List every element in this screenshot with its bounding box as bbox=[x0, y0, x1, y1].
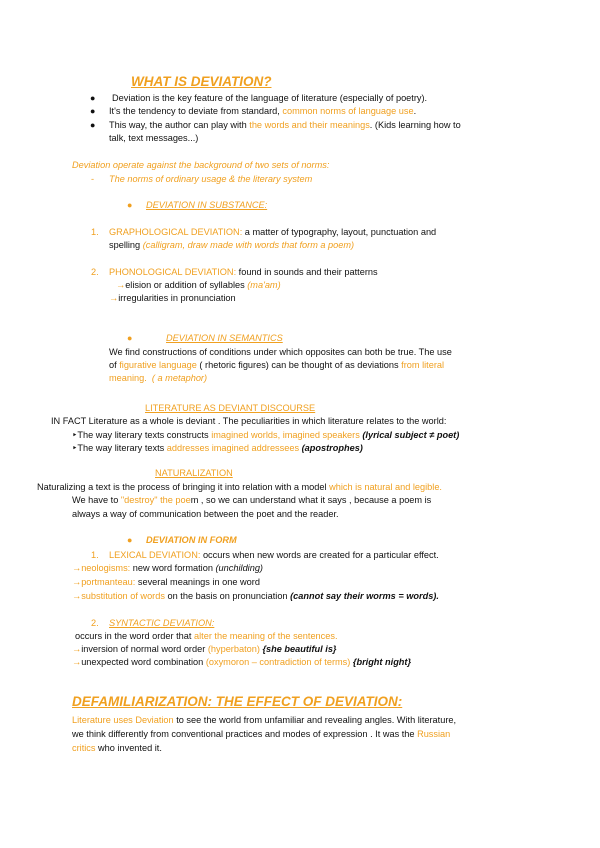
arrow-icon: → bbox=[116, 280, 126, 290]
phonological-item: PHONOLOGICAL DEVIATION: found in sounds and their patterns bbox=[109, 267, 378, 277]
neologisms-item: →neologisms: new word formation (unchilding) bbox=[72, 563, 263, 573]
arrow-icon: → bbox=[72, 577, 82, 587]
defam-line-3: critics who invented it. bbox=[72, 743, 162, 753]
list-number: 1. bbox=[91, 550, 99, 560]
defam-line-2: we think differently from conventional practices and modes of expression . It was the Russian bbox=[72, 729, 451, 739]
discourse-heading: LITERATURE AS DEVIANT DISCOURSE bbox=[145, 403, 316, 413]
syntactic-heading: SYNTACTIC DEVIATION: bbox=[109, 618, 215, 628]
semantics-line-2: of figurative language ( rhetoric figures) can be thought of as deviations from literal bbox=[109, 360, 445, 370]
list-number: 2. bbox=[91, 618, 99, 628]
portmanteau-item: →portmanteau: several meanings in one word bbox=[72, 577, 260, 587]
unexpected-combination-item: →unexpected word combination (oxymoron – contradiction of terms) {bright night} bbox=[72, 657, 412, 667]
discourse-line-3: ‣The way literary texts addresses imagined addressees (apostrophes) bbox=[72, 443, 363, 453]
semantics-heading: DEVIATION IN SEMANTICS bbox=[166, 333, 283, 343]
bullet-icon: ● bbox=[127, 333, 133, 343]
triangle-bullet-icon: ‣ bbox=[72, 430, 78, 440]
defamiliarization-title: DEFAMILIARIZATION: THE EFFECT OF DEVIATION: bbox=[72, 694, 403, 709]
arrow-icon: → bbox=[72, 657, 82, 667]
list-number: 1. bbox=[91, 227, 99, 237]
naturalization-line-3: always a way of communication between the poet and the reader. bbox=[72, 509, 339, 519]
arrow-icon: → bbox=[72, 644, 82, 654]
page-title: WHAT IS DEVIATION? bbox=[131, 74, 272, 89]
semantics-line-3: meaning. ( a metaphor) bbox=[109, 373, 208, 383]
bullet-icon: ● bbox=[90, 106, 96, 116]
syntactic-line: occurs in the word order that alter the meaning of the sentences. bbox=[75, 631, 338, 641]
graphological-item-cont: spelling (calligram, draw made with words that form a poem) bbox=[109, 240, 355, 250]
phonological-sub-2: →irregularities in pronunciation bbox=[109, 293, 236, 303]
bullet-icon: ● bbox=[127, 200, 133, 210]
arrow-icon: → bbox=[109, 293, 119, 303]
arrow-icon: → bbox=[72, 563, 82, 573]
defam-line-1: Literature uses Deviation to see the world from unfamiliar and revealing angles. With literature, bbox=[72, 715, 457, 725]
arrow-icon: → bbox=[72, 591, 82, 601]
graphological-item: GRAPHOLOGICAL DEVIATION: a matter of typography, layout, punctuation and bbox=[109, 227, 437, 237]
list-number: 2. bbox=[91, 267, 99, 277]
form-heading: DEVIATION IN FORM bbox=[146, 535, 237, 545]
intro-bullet-3: This way, the author can play with the words and their meanings. (Kids learning how to bbox=[109, 120, 461, 130]
intro-bullet-2: It's the tendency to deviate from standard, common norms of language use. bbox=[109, 106, 417, 116]
intro-bullet-1: Deviation is the key feature of the language of literature (especially of poetry). bbox=[112, 93, 428, 103]
semantics-line-1: We find constructions of conditions under which opposites can both be true. The use bbox=[109, 347, 452, 357]
phonological-sub-1: →elision or addition of syllables (ma'am) bbox=[116, 280, 281, 290]
bullet-icon: ● bbox=[127, 535, 133, 545]
naturalization-line-2: We have to "destroy" the poem , so we can understand what it says , because a poem is bbox=[72, 495, 432, 505]
bullet-icon: ● bbox=[90, 93, 96, 103]
triangle-bullet-icon: ‣ bbox=[72, 443, 78, 453]
inversion-item: →inversion of normal word order (hyperbaton) {she beautiful is} bbox=[72, 644, 337, 654]
substance-heading: DEVIATION IN SUBSTANCE: bbox=[146, 200, 268, 210]
bullet-icon: ● bbox=[90, 120, 96, 130]
naturalization-line-1: Naturalizing a text is the process of bringing it into relation with a model which is natural and legible. bbox=[37, 482, 442, 492]
discourse-line-2: ‣The way literary texts constructs imagined worlds, imagined speakers (lyrical subject ≠ poet) bbox=[72, 430, 460, 440]
norms-list-item: The norms of ordinary usage & the literary system bbox=[109, 174, 313, 184]
naturalization-heading: NATURALIZATION bbox=[155, 468, 233, 478]
intro-bullet-3-cont: talk, text messages...) bbox=[109, 133, 199, 143]
substitution-item: →substitution of words on the basis on pronunciation (cannot say their worms = words). bbox=[72, 591, 439, 601]
discourse-line-1: IN FACT Literature as a whole is deviant . The peculiarities in which literature relates to the world: bbox=[51, 416, 447, 426]
lexical-item: LEXICAL DEVIATION: occurs when new words are created for a particular effect. bbox=[109, 550, 439, 560]
norms-line: Deviation operate against the background of two sets of norms: bbox=[72, 160, 330, 170]
norms-dash: - bbox=[91, 174, 95, 184]
